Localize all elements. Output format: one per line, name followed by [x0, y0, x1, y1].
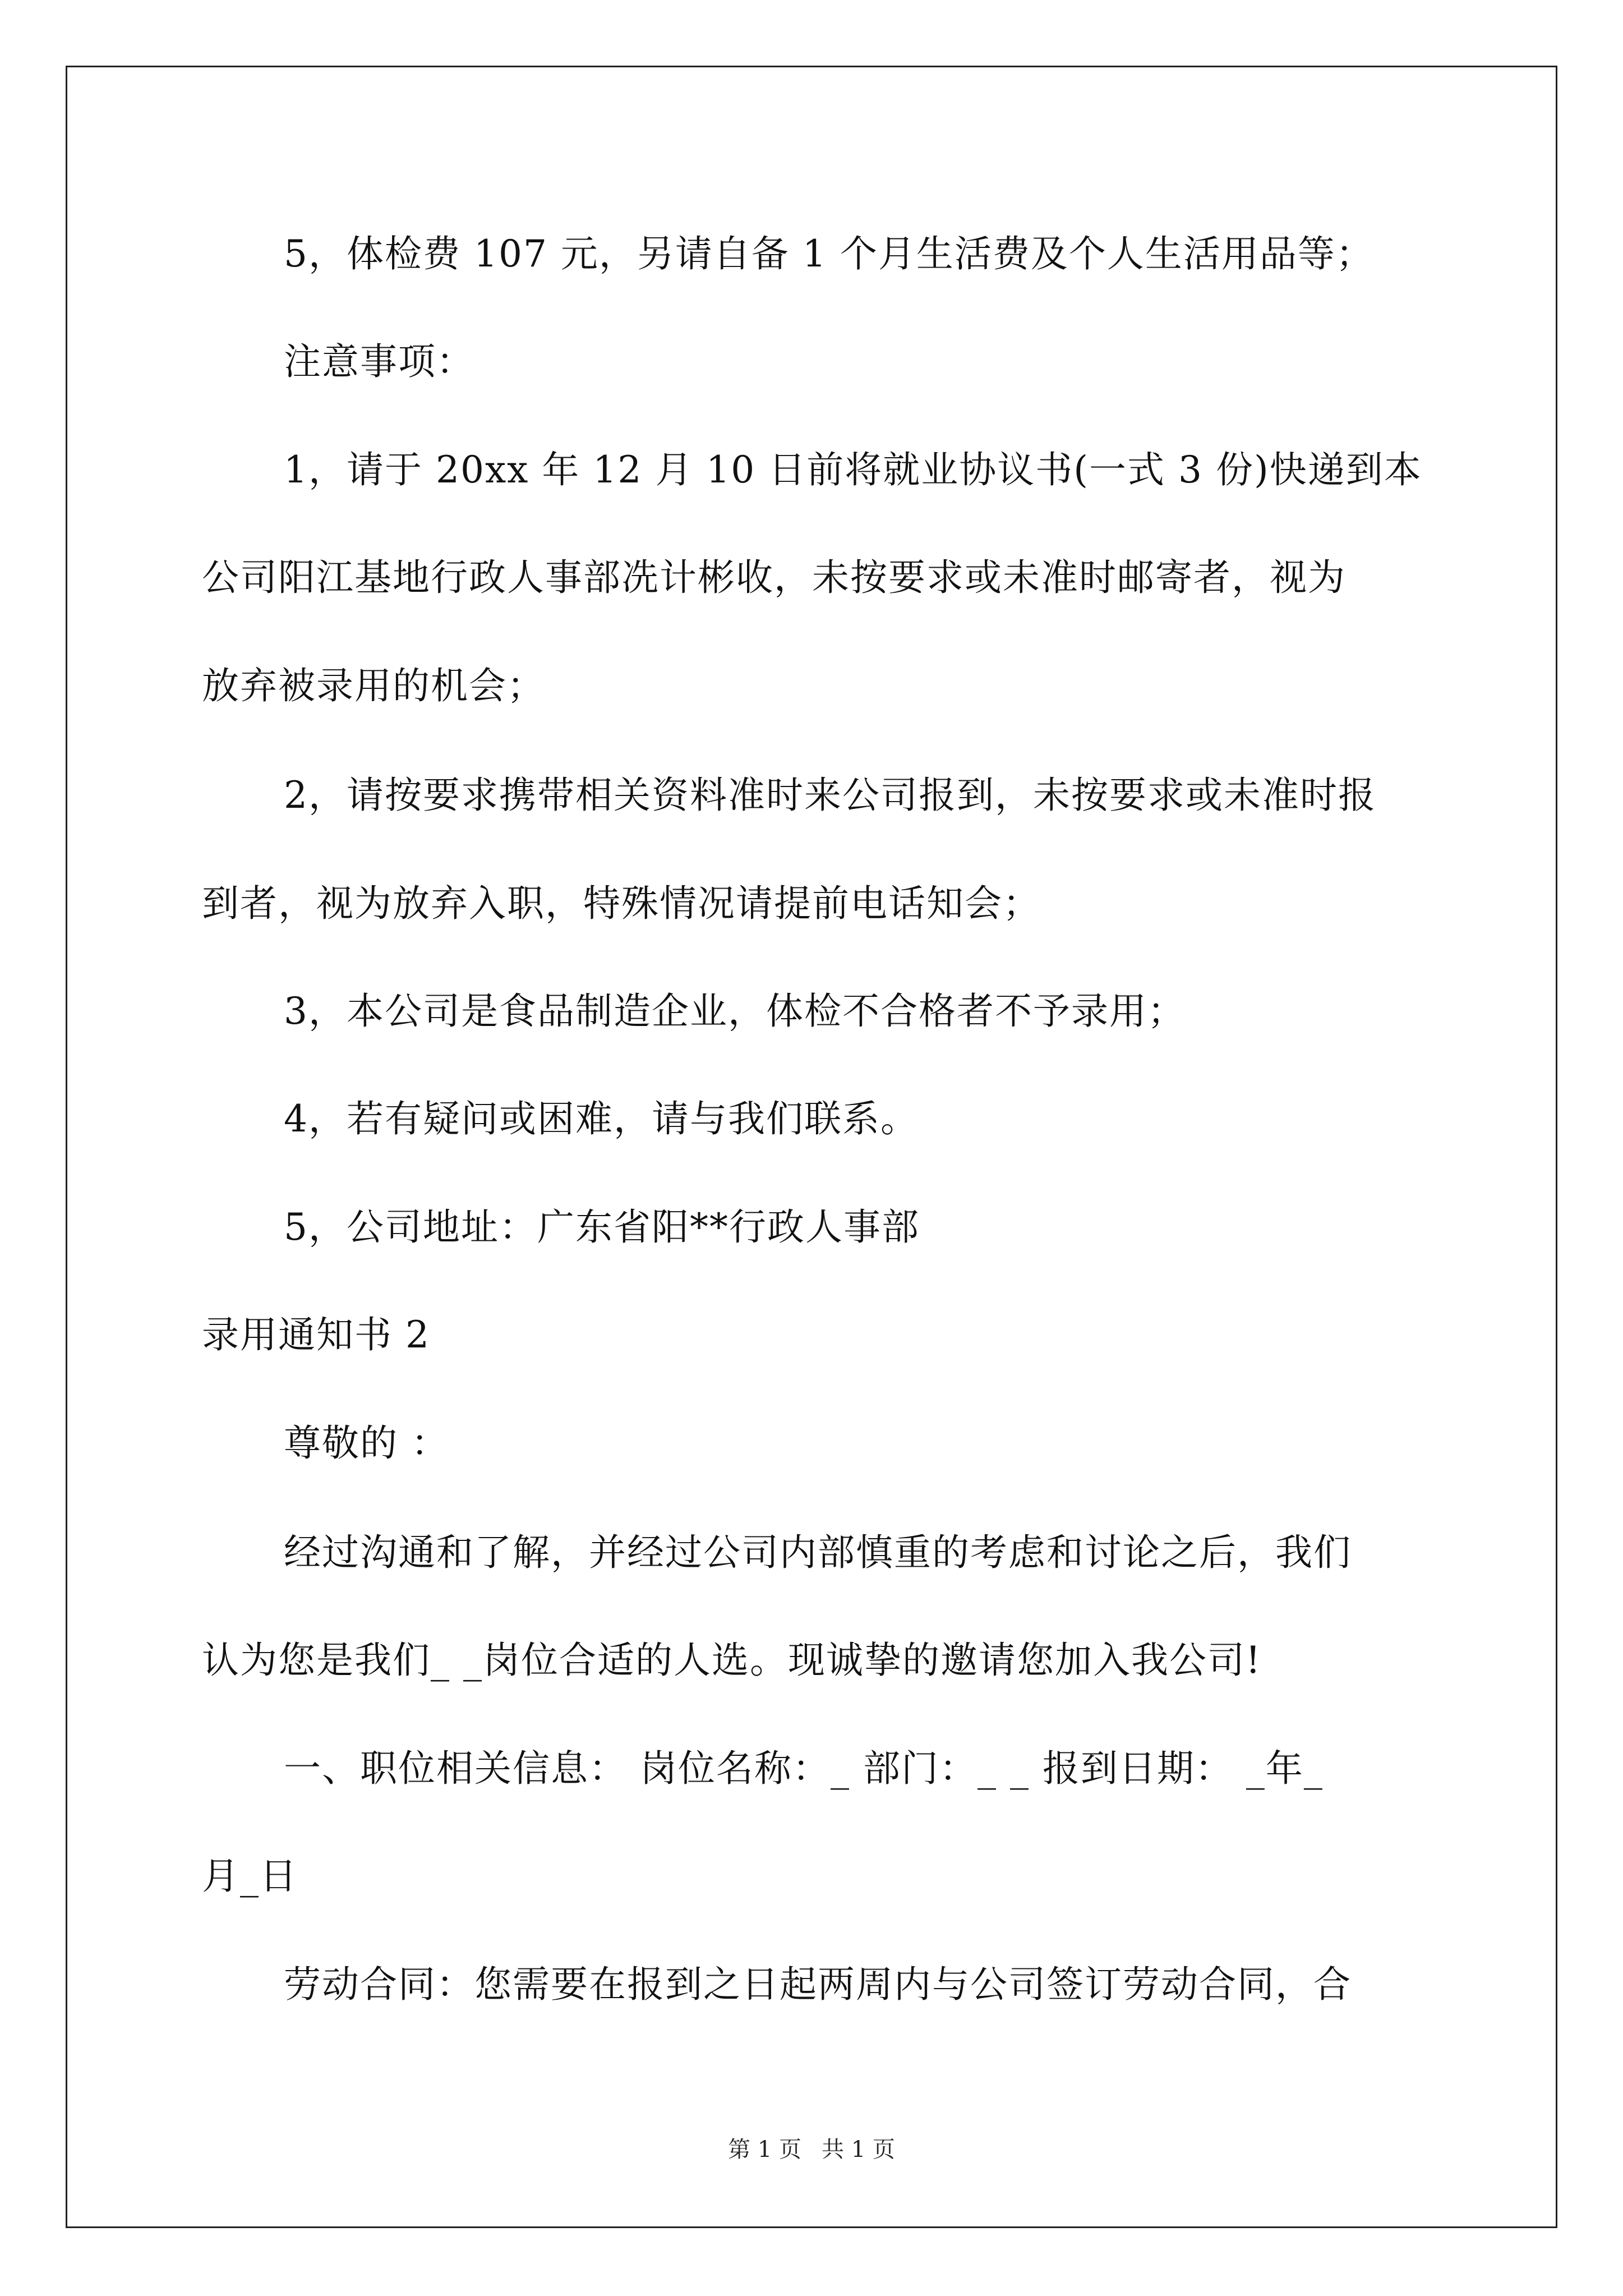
body-line-8: 3，本公司是食品制造企业，体检不合格者不予录用；	[284, 990, 1186, 1033]
body-line-7: 到者，视为放弃入职，特殊情况请提前电话知会；	[202, 882, 1041, 925]
body-line-10: 5，公司地址：广东省阳**行政人事部	[284, 1205, 920, 1249]
body-line-15: 一、职位相关信息： 岗位名称：_ 部门：_ _ 报到日期： _年_	[284, 1747, 1324, 1790]
body-line-16: 月_日	[202, 1855, 298, 1898]
body-line-1: 5，体检费 107 元，另请自备 1 个月生活费及个人生活用品等；	[284, 232, 1374, 275]
document-title-2: 录用通知书 2	[202, 1313, 430, 1356]
page-total: 共 1 页	[822, 2137, 895, 2162]
body-line-4: 公司阳江基地行政人事部冼计彬收，未按要求或未准时邮寄者，视为	[202, 556, 1346, 599]
body-line-17: 劳动合同：您需要在报到之日起两周内与公司签订劳动合同，合	[284, 1963, 1352, 2006]
page-number: 第 1 页	[728, 2137, 801, 2162]
section-heading-notes: 注意事项：	[284, 340, 474, 383]
body-line-13: 经过沟通和了解，并经过公司内部慎重的考虑和讨论之后，我们	[284, 1531, 1352, 1574]
body-line-5: 放弃被录用的机会；	[202, 664, 545, 707]
body-line-9: 4，若有疑问或困难，请与我们联系。	[284, 1097, 919, 1140]
body-line-14: 认为您是我们_ _岗位合适的人选。现诚挚的邀请您加入我公司!	[202, 1639, 1262, 1682]
page-border	[66, 66, 1557, 2228]
body-line-6: 2，请按要求携带相关资料准时来公司报到，未按要求或未准时报	[284, 774, 1376, 817]
body-line-3: 1，请于 20xx 年 12 月 10 日前将就业协议书(一式 3 份)快递到本	[284, 448, 1422, 491]
page-footer	[0, 2138, 1623, 2161]
salutation: 尊敬的 ：	[284, 1421, 449, 1465]
